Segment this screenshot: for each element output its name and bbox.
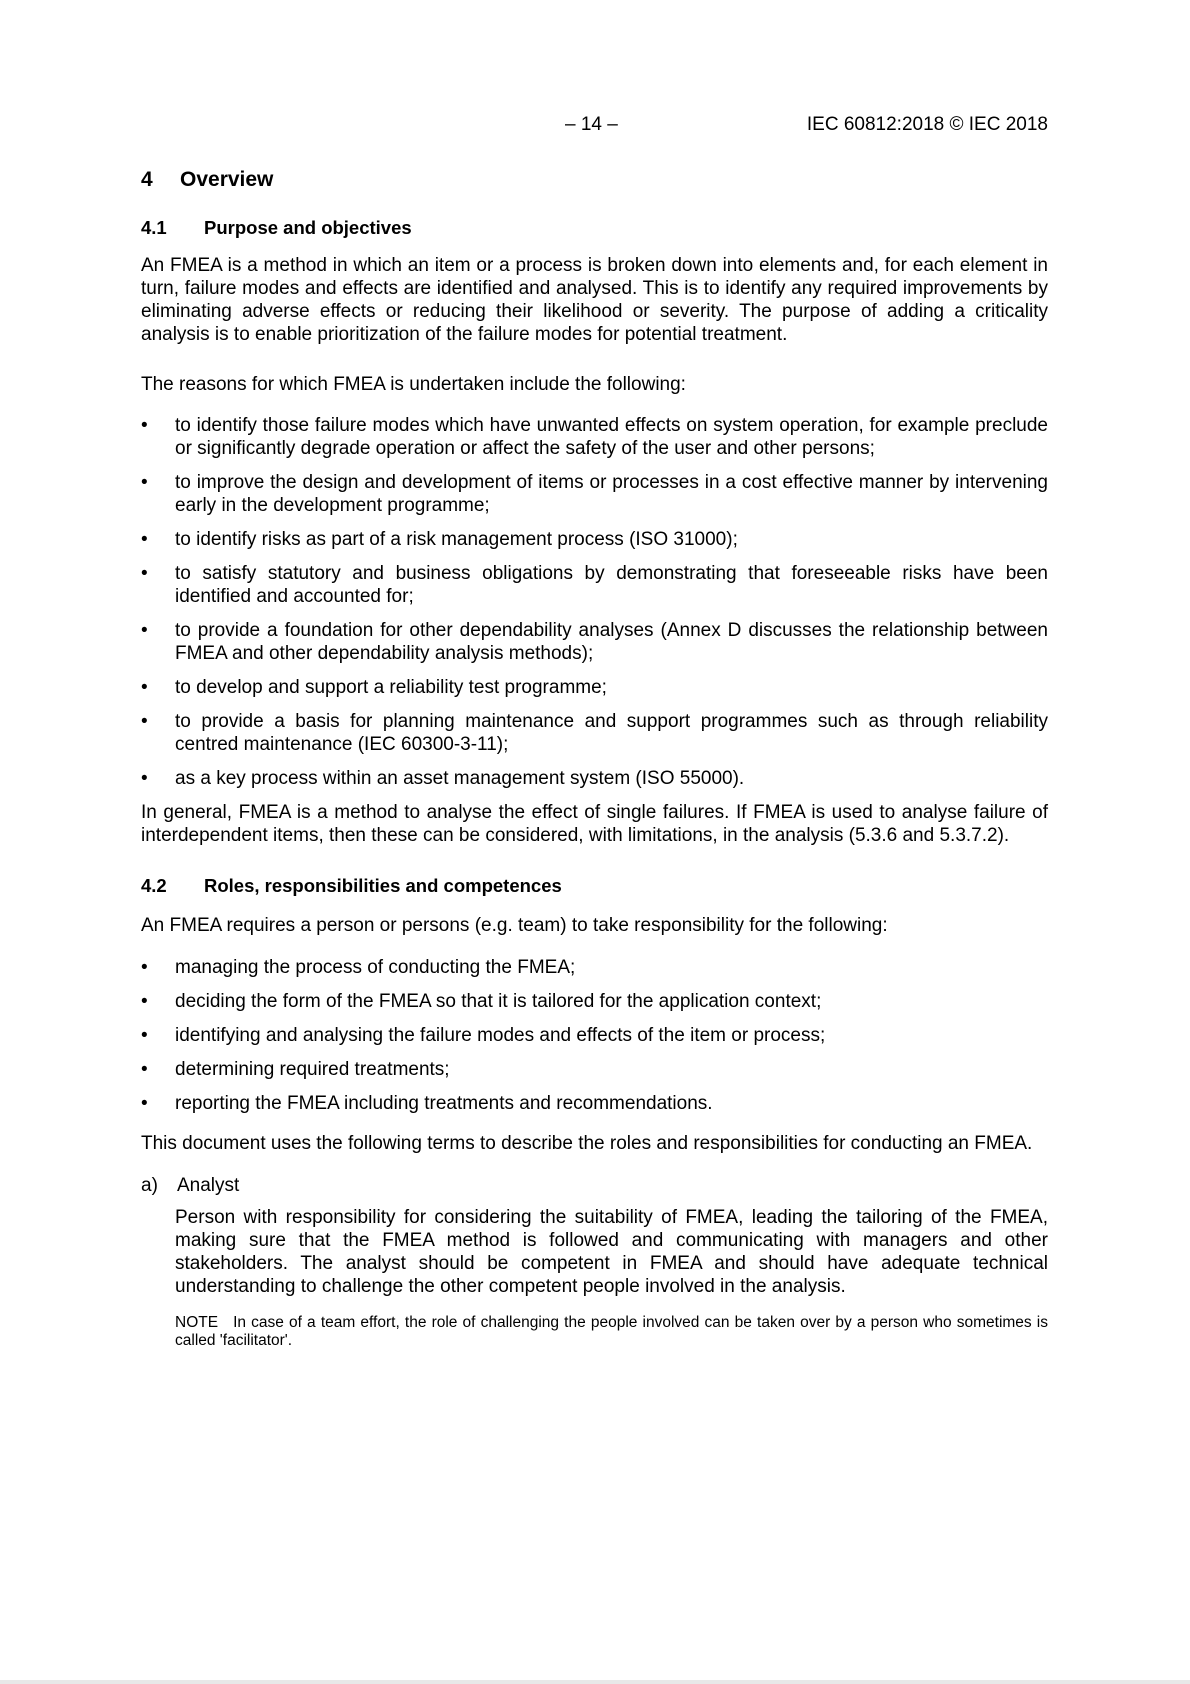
reasons-lead: The reasons for which FMEA is undertaken include the following: bbox=[141, 374, 686, 395]
section-title: Purpose and objectives bbox=[204, 217, 412, 238]
general-paragraph: In general, FMEA is a method to analyse the effect of single failures. If FMEA is used to analyse failure of interdependent items, then these can be considered, with limitations, in the analysis (5.3.6 and 5.3.7.2). bbox=[141, 802, 1048, 846]
role-label: a) bbox=[141, 1175, 158, 1196]
section-4-2-heading bbox=[141, 874, 1048, 898]
list-item: • to provide a basis for planning maintenance and support programmes such as through reliability centred maintenance (IEC 60300-3-11); bbox=[141, 710, 1048, 756]
section-number: 4.2 bbox=[141, 875, 167, 896]
list-item: • reporting the FMEA including treatments and recommendations. bbox=[141, 1092, 1048, 1115]
section-title: Roles, responsibilities and competences bbox=[204, 875, 562, 896]
responsibilities-list bbox=[141, 956, 1048, 1115]
role-name: Analyst bbox=[177, 1175, 240, 1196]
page-content bbox=[141, 166, 1048, 1350]
list-item: • deciding the form of the FMEA so that it is tailored for the application context; bbox=[141, 990, 1048, 1013]
page-number: – 14 – bbox=[565, 114, 618, 135]
note-text: In case of a team effort, the role of challenging the people involved can be taken over by a person who sometimes is called 'facilitator'. bbox=[175, 1314, 1048, 1349]
list-item: • to identify risks as part of a risk management process (ISO 31000); bbox=[141, 528, 1048, 551]
list-item: • identifying and analysing the failure modes and effects of the item or process; bbox=[141, 1024, 1048, 1047]
role-analyst-heading bbox=[141, 1174, 1048, 1197]
page-bottom-edge bbox=[0, 1680, 1190, 1684]
section-title: Overview bbox=[180, 168, 274, 191]
section-number: 4 bbox=[141, 168, 153, 191]
list-item: • to identify those failure modes which have unwanted effects on system operation, for example preclude or significantly degrade operation or affect the safety of the user and other persons; bbox=[141, 414, 1048, 460]
section-4-heading bbox=[141, 166, 1048, 194]
section-number: 4.1 bbox=[141, 217, 167, 238]
list-item: • to satisfy statutory and business obligations by demonstrating that foreseeable risks have been identified and accounted for; bbox=[141, 562, 1048, 608]
list-item: • as a key process within an asset management system (ISO 55000). bbox=[141, 767, 1048, 790]
list-item: • determining required treatments; bbox=[141, 1058, 1048, 1081]
responsibilities-lead: An FMEA requires a person or persons (e.g. team) to take responsibility for the following: bbox=[141, 915, 888, 936]
role-analyst-description: Person with responsibility for considering the suitability of FMEA, leading the tailoring of the FMEA, making sure that the FMEA method is followed and communicating with managers and other stakeholders. The analyst should be competent in FMEA and should have adequate technical understanding to challenge the other competent people involved in the analysis. bbox=[175, 1207, 1048, 1297]
list-item: • managing the process of conducting the FMEA; bbox=[141, 956, 1048, 979]
list-item: • to improve the design and development of items or processes in a cost effective manner by intervening early in the development programme; bbox=[141, 471, 1048, 517]
reasons-list bbox=[141, 414, 1048, 790]
section-4-1-heading bbox=[141, 216, 1048, 240]
purpose-paragraph: An FMEA is a method in which an item or a process is broken down into elements and, for each element in turn, failure modes and effects are identified and analysed. This is to identify any required improvements by eliminating adverse effects or reducing their likelihood or severity. The purpose of adding a criticality analysis is to enable prioritization of the failure modes for potential treatment. bbox=[141, 255, 1048, 345]
note-tag: NOTE bbox=[175, 1314, 219, 1331]
terms-paragraph: This document uses the following terms to describe the roles and responsibilities for conducting an FMEA. bbox=[141, 1133, 1033, 1154]
analyst-note bbox=[141, 1314, 1048, 1350]
list-item: • to develop and support a reliability test programme; bbox=[141, 676, 1048, 699]
list-item: • to provide a foundation for other dependability analyses (Annex D discusses the relationship between FMEA and other dependability analysis methods); bbox=[141, 619, 1048, 665]
document-reference: IEC 60812:2018 © IEC 2018 bbox=[806, 114, 1048, 135]
